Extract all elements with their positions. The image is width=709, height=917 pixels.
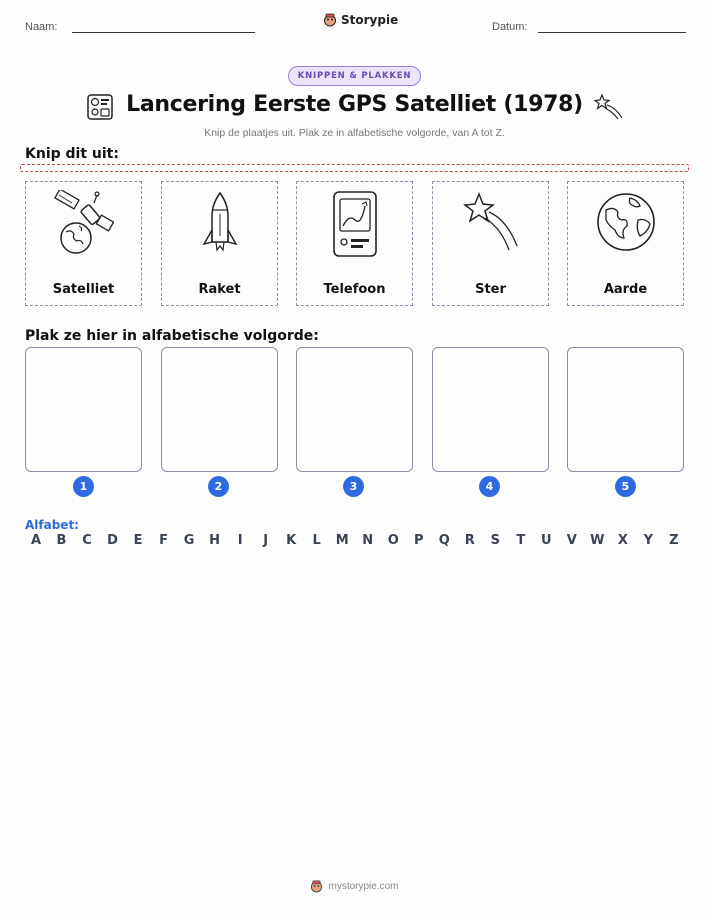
cut-card-aarde[interactable] (567, 181, 684, 306)
alphabet-letter: T (516, 533, 526, 548)
paste-slot-1[interactable] (25, 347, 142, 472)
slot-number-badge: 4 (479, 476, 500, 497)
cut-card-telefoon[interactable] (296, 181, 413, 306)
satellite-icon (54, 190, 114, 258)
slot-number-badge: 5 (615, 476, 636, 497)
alphabet-letter: F (159, 533, 169, 548)
alphabet-letter: C (82, 533, 92, 548)
alphabet-row (25, 533, 685, 548)
earth-icon (596, 190, 656, 258)
name-line[interactable] (72, 32, 255, 33)
date-line[interactable] (538, 32, 686, 33)
cut-card-satellite[interactable] (25, 181, 142, 306)
rocket-icon (190, 190, 250, 258)
alphabet-letter: M (335, 533, 349, 548)
activity-badge: KNIPPEN & PLAKKEN (288, 66, 421, 86)
shooting-star-icon (594, 94, 624, 120)
paste-slot-4[interactable] (432, 347, 549, 472)
alphabet-letter: P (413, 533, 424, 548)
alphabet-letter: L (312, 533, 321, 548)
alphabet-letter: X (617, 533, 628, 548)
paste-slot-5[interactable] (567, 347, 684, 472)
alphabet-letter: D (107, 533, 118, 548)
alphabet-letter: S (490, 533, 500, 548)
card-label: Raket (198, 282, 241, 297)
alphabet-letter: B (56, 533, 67, 548)
phone-map-icon (325, 190, 385, 258)
alphabet-letter: H (209, 533, 221, 548)
alphabet-letter: O (387, 533, 399, 548)
paste-slot-3[interactable] (296, 347, 413, 472)
storypie-mascot-icon (323, 13, 337, 27)
alphabet-letter: I (237, 533, 243, 548)
card-label: Telefoon (323, 282, 386, 297)
alphabet-letter: R (464, 533, 475, 548)
cut-heading: Knip dit uit: (25, 146, 119, 162)
alphabet-letter: Z (669, 533, 679, 548)
card-label: Ster (475, 282, 506, 297)
alphabet-letter: W (590, 533, 605, 548)
alphabet-letter: E (133, 533, 143, 548)
paste-slot-2[interactable] (161, 347, 278, 472)
page-title: Lancering Eerste GPS Satelliet (1978) (126, 92, 583, 117)
brand-logo (323, 13, 398, 27)
brand-name: Storypie (341, 13, 399, 27)
cut-card-rocket[interactable] (161, 181, 278, 306)
storypie-mascot-icon (310, 880, 323, 893)
paste-heading: Plak ze hier in alfabetische volgorde: (25, 328, 319, 344)
card-label: Satelliet (52, 282, 115, 297)
alphabet-letter: G (183, 533, 195, 548)
name-label: Naam: (25, 21, 58, 33)
alphabet-letter: A (30, 533, 42, 548)
slot-number-badge: 2 (208, 476, 229, 497)
alphabet-letter: N (362, 533, 374, 548)
alphabet-letter: K (286, 533, 297, 548)
footer (0, 880, 709, 893)
card-label: Aarde (603, 282, 648, 297)
footer-url: mystorypie.com (328, 881, 399, 892)
alphabet-letter: Q (438, 533, 450, 548)
cut-line (20, 164, 689, 172)
alphabet-letter: J (263, 533, 269, 548)
shooting-star-icon (461, 190, 521, 258)
instructions: Knip de plaatjes uit. Plak ze in alfabetische volgorde, van A tot Z. (204, 127, 505, 139)
date-label: Datum: (492, 21, 528, 33)
alphabet-heading: Alfabet: (25, 518, 79, 532)
alphabet-letter: U (541, 533, 552, 548)
cut-card-ster[interactable] (432, 181, 549, 306)
slot-number-badge: 3 (343, 476, 364, 497)
alphabet-letter: V (566, 533, 577, 548)
slot-number-badge: 1 (73, 476, 94, 497)
alphabet-letter: Y (643, 533, 654, 548)
